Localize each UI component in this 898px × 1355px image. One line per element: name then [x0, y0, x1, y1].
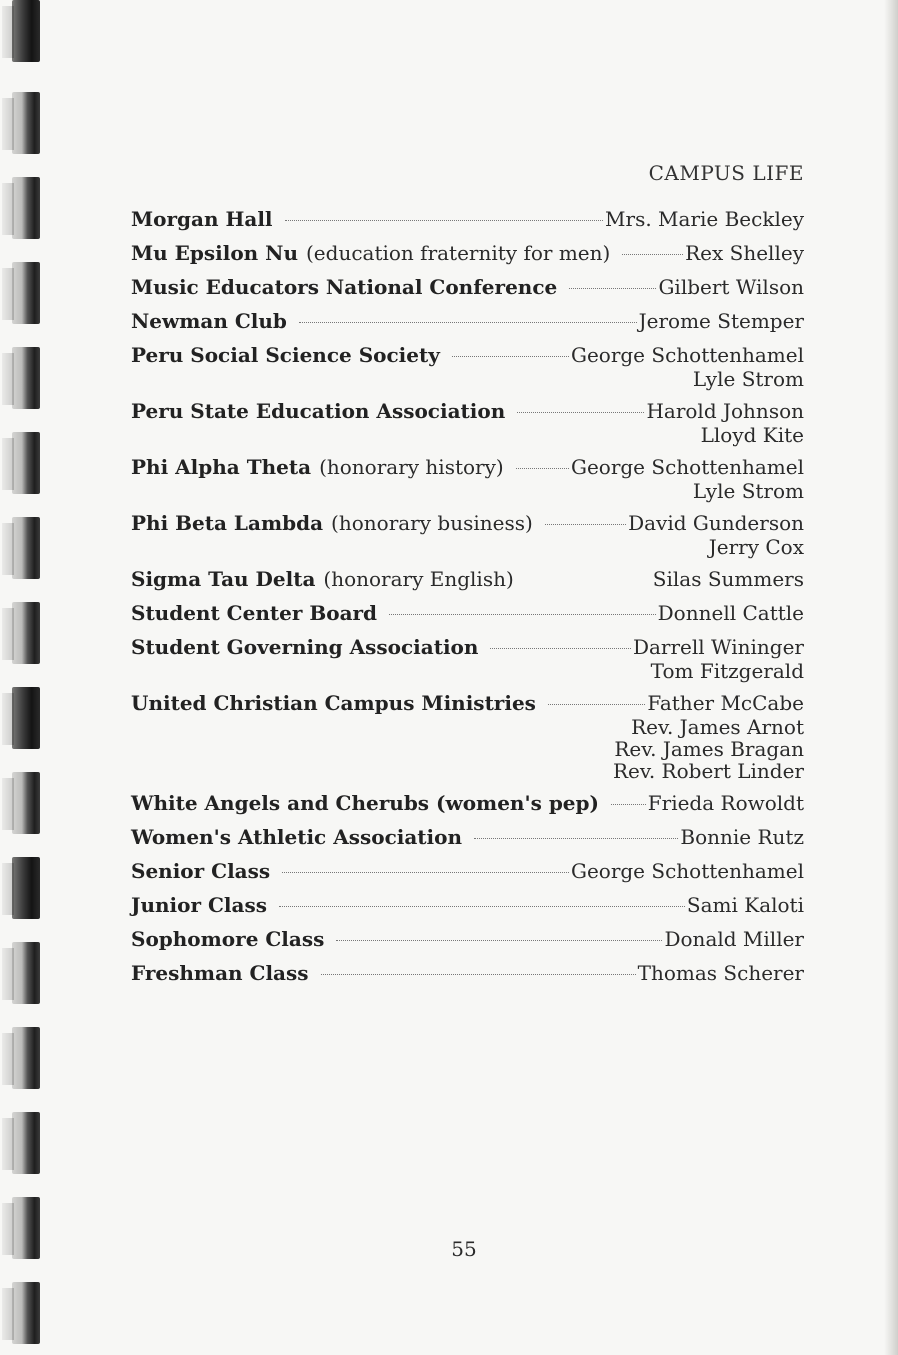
dot-leader — [336, 939, 662, 941]
binding-ring — [12, 1027, 40, 1089]
organization-description: (honorary business) — [331, 511, 533, 535]
dot-leader — [569, 287, 656, 289]
dot-leader — [282, 871, 569, 873]
organization-name: Newman Club — [131, 309, 287, 333]
binding-ring — [12, 92, 40, 154]
organization-description: (honorary history) — [319, 455, 504, 479]
organization-name: Junior Class — [131, 893, 267, 917]
dot-leader — [517, 411, 644, 413]
dot-leader — [452, 355, 569, 357]
binding-ring — [12, 772, 40, 834]
page-edge — [884, 0, 898, 1355]
sponsor-name: Donald Miller — [664, 927, 804, 951]
binding-ring — [12, 942, 40, 1004]
dot-leader — [389, 613, 656, 615]
binding-ring — [12, 262, 40, 324]
sponsor-name: Darrell Wininger — [632, 635, 804, 659]
binding-ring — [12, 857, 40, 919]
sponsor-name: George Schottenhamel — [570, 455, 804, 479]
directory-entry — [131, 635, 804, 682]
organization-name: Student Governing Association — [131, 635, 479, 659]
section-title: CAMPUS LIFE — [648, 161, 804, 185]
dot-leader — [548, 703, 645, 705]
additional-sponsor-name: Lyle Strom — [692, 367, 804, 391]
dot-leader — [321, 973, 636, 975]
binding-ring — [12, 1112, 40, 1174]
organization-name: United Christian Campus Ministries — [131, 691, 536, 715]
directory-entry — [131, 691, 804, 782]
organization-description: (honorary English) — [323, 567, 514, 591]
organization-name: Women's Athletic Association — [131, 825, 463, 849]
organization-name: Peru State Education Association — [131, 399, 506, 423]
dot-leader — [490, 647, 631, 649]
additional-sponsor-name: Rev. Robert Linder — [613, 759, 804, 783]
entry-line — [131, 399, 804, 424]
directory-entry — [131, 859, 804, 884]
sponsor-name: Rex Shelley — [685, 241, 804, 265]
organization-name: Peru Social Science Society — [131, 343, 440, 367]
entry-line — [131, 275, 804, 300]
sponsor-name: Gilbert Wilson — [658, 275, 804, 299]
organization-name: Student Center Board — [131, 601, 378, 625]
organization-directory — [131, 207, 804, 995]
entry-line — [131, 241, 804, 266]
directory-entry — [131, 511, 804, 558]
spiral-binding — [0, 0, 60, 1355]
additional-sponsor-name: Lloyd Kite — [700, 423, 804, 447]
directory-entry — [131, 455, 804, 502]
page-number: 55 — [451, 1237, 477, 1261]
directory-entry — [131, 927, 804, 952]
entry-line — [131, 567, 804, 592]
sponsor-name: Silas Summers — [652, 567, 804, 591]
directory-entry — [131, 567, 804, 592]
binding-ring — [12, 432, 40, 494]
binding-ring — [12, 177, 40, 239]
organization-description: (education fraternity for men) — [306, 241, 611, 265]
directory-entry — [131, 893, 804, 918]
directory-entry — [131, 241, 804, 266]
binding-ring — [12, 517, 40, 579]
organization-name: Morgan Hall — [131, 207, 273, 231]
directory-entry — [131, 961, 804, 986]
organization-name: Mu Epsilon Nu — [131, 241, 298, 265]
entry-line — [131, 635, 804, 660]
directory-entry — [131, 791, 804, 816]
binding-ring — [12, 1197, 40, 1259]
entry-line — [131, 691, 804, 716]
additional-sponsor-name: Tom Fitzgerald — [650, 659, 804, 683]
binding-ring — [12, 0, 40, 62]
organization-name: Phi Alpha Theta — [131, 455, 312, 479]
dot-leader — [285, 219, 604, 221]
organization-name: Sophomore Class — [131, 927, 325, 951]
organization-name: White Angels and Cherubs (women's pep) — [131, 791, 599, 815]
binding-ring — [12, 687, 40, 749]
entry-line — [131, 601, 804, 626]
entry-line — [131, 825, 804, 850]
binding-ring — [12, 602, 40, 664]
entry-line — [131, 343, 804, 368]
sponsor-name: Donnell Cattle — [657, 601, 804, 625]
entry-line — [131, 455, 804, 480]
binding-ring — [12, 347, 40, 409]
entry-line — [131, 961, 804, 986]
dot-leader — [526, 580, 651, 581]
additional-sponsor-name: Lyle Strom — [692, 479, 804, 503]
sponsor-name: Mrs. Marie Beckley — [605, 207, 804, 231]
entry-line — [131, 511, 804, 536]
directory-entry — [131, 343, 804, 390]
directory-entry — [131, 207, 804, 232]
sponsor-name: Jerome Stemper — [638, 309, 804, 333]
sponsor-name: Sami Kaloti — [686, 893, 804, 917]
organization-name: Phi Beta Lambda — [131, 511, 324, 535]
entry-line — [131, 791, 804, 816]
directory-entry — [131, 825, 804, 850]
organization-name: Senior Class — [131, 859, 271, 883]
organization-name: Music Educators National Conference — [131, 275, 558, 299]
organization-name: Sigma Tau Delta — [131, 567, 316, 591]
sponsor-name: George Schottenhamel — [570, 859, 804, 883]
sponsor-name: Bonnie Rutz — [680, 825, 804, 849]
sponsor-name: Frieda Rowoldt — [647, 791, 804, 815]
directory-entry — [131, 601, 804, 626]
sponsor-name: Harold Johnson — [646, 399, 804, 423]
dot-leader — [545, 523, 626, 525]
directory-entry — [131, 309, 804, 334]
additional-sponsor-name: Rev. James Bragan — [614, 737, 804, 761]
entry-line — [131, 893, 804, 918]
entry-line — [131, 207, 804, 232]
organization-name: Freshman Class — [131, 961, 309, 985]
entry-line — [131, 859, 804, 884]
dot-leader — [474, 837, 678, 839]
sponsor-name: David Gunderson — [628, 511, 804, 535]
directory-entry — [131, 399, 804, 446]
dot-leader — [516, 467, 569, 469]
dot-leader — [611, 803, 646, 805]
dot-leader — [279, 905, 685, 907]
directory-entry — [131, 275, 804, 300]
sponsor-name: George Schottenhamel — [570, 343, 804, 367]
binding-ring — [12, 1282, 40, 1344]
entry-line — [131, 927, 804, 952]
dot-leader — [299, 321, 637, 323]
entry-line — [131, 309, 804, 334]
dot-leader — [622, 253, 683, 255]
additional-sponsor-name: Jerry Cox — [708, 535, 804, 559]
sponsor-name: Father McCabe — [647, 691, 804, 715]
sponsor-name: Thomas Scherer — [637, 961, 804, 985]
additional-sponsor-name: Rev. James Arnot — [631, 715, 804, 739]
